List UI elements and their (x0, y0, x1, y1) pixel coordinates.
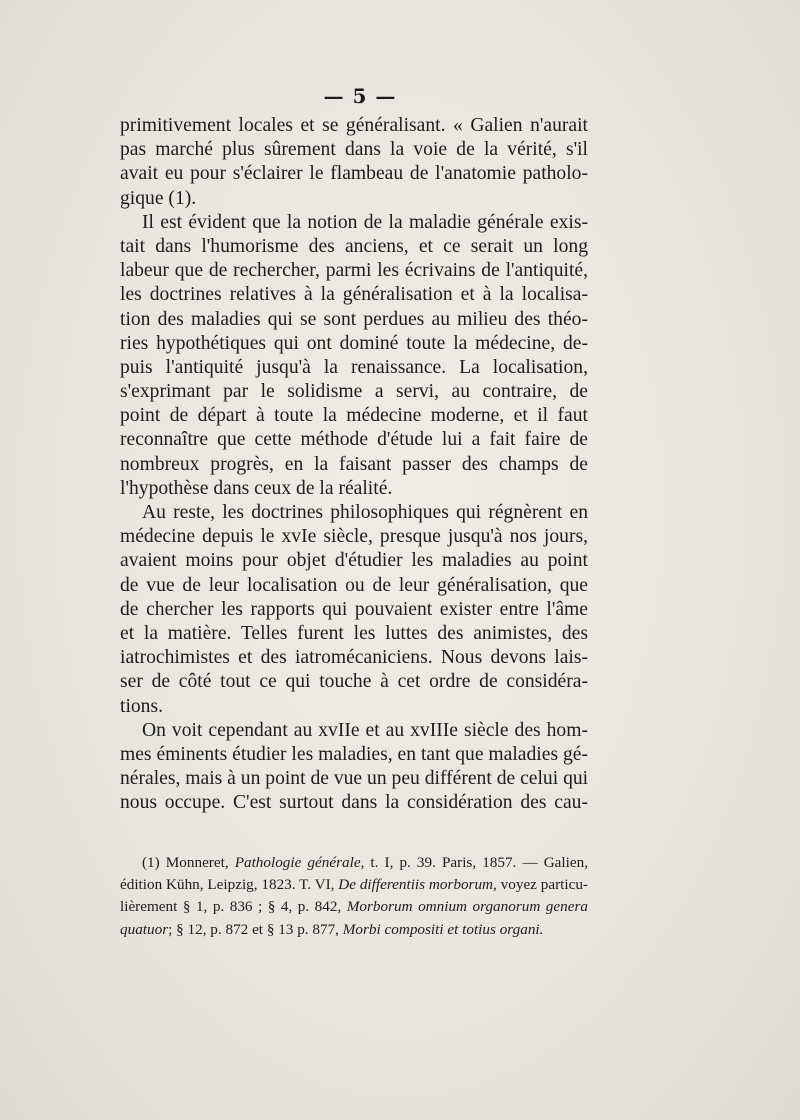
text-line: Au reste, les doctrines philosophiques qui régnèrent en (142, 502, 588, 523)
footnote-line (120, 896, 588, 918)
text-line: avaient moins pour objet d'étudier les maladies au point (120, 550, 588, 572)
text-line: labeur que de rechercher, parmi les écrivains de l'antiquité, (120, 260, 588, 282)
footnote-text: lièrement § 1, p. 836 ; § 4, p. 842, (120, 898, 347, 916)
footnote-italic-text: Pathologie générale (234, 854, 361, 871)
footnote-line (120, 852, 588, 874)
text-line: pas marché plus sûrement dans la voie de la vérité, s'il (120, 139, 588, 161)
text-line: On voit cependant au xvIIe et au xvIIIe siècle des hom- (142, 719, 588, 741)
footnotes (120, 852, 588, 941)
page-number: — 5 — (323, 84, 397, 108)
text-line: Il est évident que la notion de la maladie générale exis- (142, 211, 588, 233)
text-line: de chercher les rapports qui pouvaient exister entre l'âme (120, 598, 588, 620)
footnote-text: édition Kühn, Leipzig, 1823. T. VI, (120, 876, 339, 894)
text-line: tion des maladies qui se sont perdues au milieu des théo- (120, 308, 588, 330)
footnote-line (120, 874, 588, 896)
text-line: point de départ à toute la médecine moderne, et il faut (120, 405, 588, 427)
footnote-text: , voyez particu- (493, 876, 588, 894)
footnote-text: , t. I, p. 39. Paris, 1857. — Galien, (360, 854, 588, 871)
text-line: mes éminents étudier les maladies, en tant que maladies gé- (120, 743, 588, 765)
text-line: ser de côté tout ce qui touche à cet ordre de considéra- (120, 671, 588, 693)
footnote-text: (1) Monneret, (142, 854, 235, 871)
text-line: puis l'antiquité jusqu'à la renaissance. La localisation, (120, 356, 588, 378)
text-line: de vue de leur localisation ou de leur généralisation, que (120, 574, 588, 596)
footnote-italic-text: Morborum omnium organorum genera (346, 898, 588, 916)
text-line: avait eu pour s'éclairer le flambeau de l'anatomie patholo- (120, 163, 588, 185)
body-text (120, 114, 588, 815)
footnote-italic-text: Morbi compositi et totius organi. (342, 920, 544, 938)
text-line: médecine depuis le xvIe siècle, presque jusqu'à nos jours, (120, 526, 588, 548)
text-line: tions. (120, 695, 164, 717)
text-line: nombreux progrès, en la faisant passer des champs de (120, 453, 588, 475)
text-line: reconnaître que cette méthode d'étude lui a fait faire de (120, 429, 588, 451)
text-line: primitivement locales et se généralisant. « Galien n'aurait (120, 115, 588, 136)
footnote-line (120, 919, 588, 941)
text-line: l'hypothèse dans ceux de la réalité. (120, 477, 393, 499)
text-line: gique (1). (120, 187, 197, 209)
footnote-italic-text: De differentiis morborum (338, 876, 494, 894)
footnote-italic-text: quatuor (120, 920, 169, 938)
text-line: nous occupe. C'est surtout dans la considération des cau- (120, 792, 588, 814)
text-line: ries hypothétiques qui ont dominé toute la médecine, de- (120, 332, 588, 354)
text-line: iatrochimistes et des iatromécaniciens. Nous devons lais- (120, 647, 588, 669)
text-line: les doctrines relatives à la généralisation et à la localisa- (120, 284, 588, 306)
text-line: et la matière. Telles furent les luttes des animistes, des (120, 622, 588, 644)
footnote-text: ; § 12, p. 872 et § 13 p. 877, (168, 920, 343, 938)
text-line: nérales, mais à un point de vue un peu différent de celui qui (120, 768, 589, 790)
text-line: tait dans l'humorisme des anciens, et ce serait un long (120, 235, 588, 257)
text-line: s'exprimant par le solidisme a servi, au contraire, de (120, 381, 588, 403)
